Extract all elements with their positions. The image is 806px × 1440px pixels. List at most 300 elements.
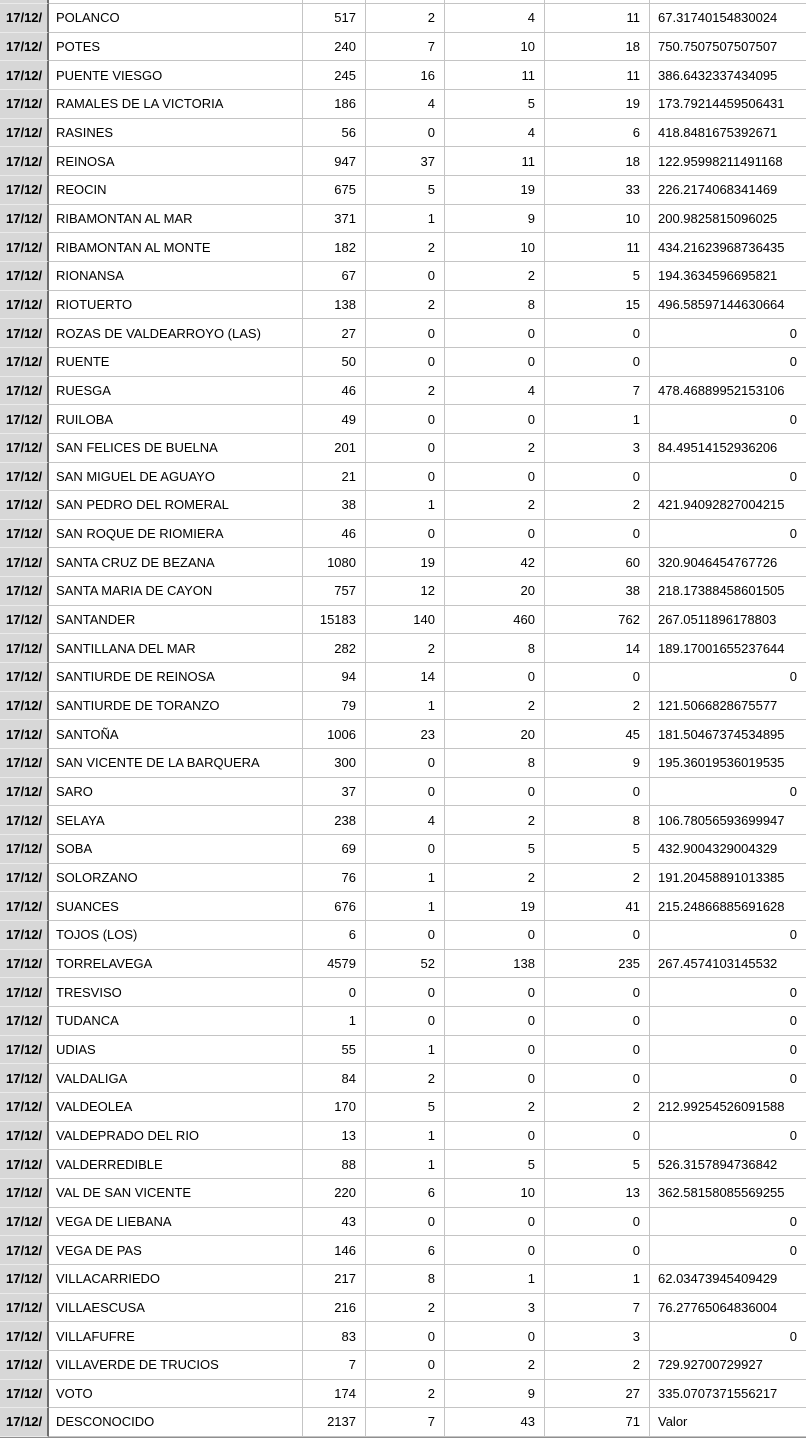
rate-cell[interactable]: 526.3157894736842: [650, 1150, 806, 1179]
rate-cell[interactable]: 386.6432337434095: [650, 61, 806, 90]
value-cell-3[interactable]: 0: [445, 1007, 545, 1036]
value-cell-3[interactable]: 5: [445, 835, 545, 864]
rate-cell[interactable]: 189.17001655237644: [650, 634, 806, 663]
value-cell-3[interactable]: 0: [445, 1064, 545, 1093]
value-cell-4[interactable]: 0: [545, 778, 650, 807]
value-cell-2[interactable]: 0: [366, 1322, 445, 1351]
value-cell-2[interactable]: 2: [366, 1294, 445, 1323]
value-cell-4[interactable]: 0: [545, 978, 650, 1007]
value-cell-4[interactable]: 0: [545, 319, 650, 348]
value-cell-1[interactable]: 240: [303, 33, 366, 62]
value-cell-2[interactable]: 140: [366, 606, 445, 635]
rate-cell[interactable]: 335.0707371556217: [650, 1380, 806, 1409]
value-cell-4[interactable]: 5: [545, 262, 650, 291]
municipality-cell[interactable]: SANTOÑA: [49, 720, 303, 749]
value-cell-3[interactable]: 19: [445, 892, 545, 921]
value-cell-4[interactable]: 19: [545, 90, 650, 119]
municipality-cell[interactable]: SANTA CRUZ DE BEZANA: [49, 548, 303, 577]
value-cell-2[interactable]: 0: [366, 319, 445, 348]
municipality-cell[interactable]: SAN MIGUEL DE AGUAYO: [49, 463, 303, 492]
date-cell[interactable]: 17/12/: [0, 147, 49, 176]
value-cell-1[interactable]: 201: [303, 434, 366, 463]
value-cell-1[interactable]: 282: [303, 634, 366, 663]
value-cell-4[interactable]: 2: [545, 1351, 650, 1380]
value-cell-3[interactable]: 2: [445, 864, 545, 893]
municipality-cell[interactable]: ROZAS DE VALDEARROYO (LAS): [49, 319, 303, 348]
value-cell-2[interactable]: 1: [366, 864, 445, 893]
date-cell[interactable]: 17/12/: [0, 1294, 49, 1323]
rate-cell[interactable]: 0: [650, 1236, 806, 1265]
value-cell-2[interactable]: 0: [366, 463, 445, 492]
municipality-cell[interactable]: VOTO: [49, 1380, 303, 1409]
value-cell-2[interactable]: 0: [366, 119, 445, 148]
rate-cell[interactable]: 729.92700729927: [650, 1351, 806, 1380]
value-cell-2[interactable]: 2: [366, 634, 445, 663]
municipality-cell[interactable]: POLANCO: [49, 4, 303, 33]
municipality-cell[interactable]: VALDEPRADO DEL RIO: [49, 1122, 303, 1151]
value-cell-1[interactable]: 676: [303, 892, 366, 921]
value-cell-2[interactable]: 14: [366, 663, 445, 692]
date-cell[interactable]: 17/12/: [0, 1150, 49, 1179]
value-cell-1[interactable]: 186: [303, 90, 366, 119]
rate-cell[interactable]: 0: [650, 978, 806, 1007]
value-cell-1[interactable]: 7: [303, 1351, 366, 1380]
value-cell-2[interactable]: 5: [366, 176, 445, 205]
date-cell[interactable]: 17/12/: [0, 864, 49, 893]
date-cell[interactable]: 17/12/: [0, 405, 49, 434]
value-cell-2[interactable]: 6: [366, 1236, 445, 1265]
value-cell-4[interactable]: 5: [545, 835, 650, 864]
value-cell-2[interactable]: 0: [366, 1208, 445, 1237]
municipality-cell[interactable]: RAMALES DE LA VICTORIA: [49, 90, 303, 119]
value-cell-4[interactable]: 6: [545, 119, 650, 148]
date-cell[interactable]: 17/12/: [0, 749, 49, 778]
value-cell-2[interactable]: 0: [366, 434, 445, 463]
value-cell-2[interactable]: 12: [366, 577, 445, 606]
date-cell[interactable]: 17/12/: [0, 1007, 49, 1036]
value-cell-4[interactable]: 0: [545, 1122, 650, 1151]
date-cell[interactable]: 17/12/: [0, 835, 49, 864]
date-cell[interactable]: 17/12/: [0, 33, 49, 62]
rate-cell[interactable]: 0: [650, 921, 806, 950]
date-cell[interactable]: 17/12/: [0, 434, 49, 463]
value-cell-1[interactable]: 69: [303, 835, 366, 864]
date-cell[interactable]: 17/12/: [0, 892, 49, 921]
rate-cell[interactable]: 418.8481675392671: [650, 119, 806, 148]
date-cell[interactable]: 17/12/: [0, 176, 49, 205]
value-cell-3[interactable]: 2: [445, 692, 545, 721]
value-cell-2[interactable]: 0: [366, 978, 445, 1007]
date-cell[interactable]: 17/12/: [0, 577, 49, 606]
date-cell[interactable]: 17/12/: [0, 291, 49, 320]
value-cell-2[interactable]: 0: [366, 1351, 445, 1380]
municipality-cell[interactable]: TOJOS (LOS): [49, 921, 303, 950]
value-cell-3[interactable]: 0: [445, 921, 545, 950]
rate-cell[interactable]: 67.31740154830024: [650, 4, 806, 33]
value-cell-4[interactable]: 0: [545, 463, 650, 492]
rate-cell[interactable]: 195.36019536019535: [650, 749, 806, 778]
municipality-cell[interactable]: VAL DE SAN VICENTE: [49, 1179, 303, 1208]
value-cell-4[interactable]: 2: [545, 491, 650, 520]
value-cell-4[interactable]: 0: [545, 348, 650, 377]
value-cell-1[interactable]: 83: [303, 1322, 366, 1351]
date-cell[interactable]: 17/12/: [0, 950, 49, 979]
value-cell-3[interactable]: 5: [445, 1150, 545, 1179]
municipality-cell[interactable]: SOBA: [49, 835, 303, 864]
date-cell[interactable]: 17/12/: [0, 1064, 49, 1093]
date-cell[interactable]: 17/12/: [0, 1380, 49, 1409]
value-cell-2[interactable]: 1: [366, 692, 445, 721]
value-cell-3[interactable]: 0: [445, 405, 545, 434]
rate-cell[interactable]: 432.9004329004329: [650, 835, 806, 864]
municipality-cell[interactable]: RIOTUERTO: [49, 291, 303, 320]
value-cell-3[interactable]: 0: [445, 663, 545, 692]
rate-cell[interactable]: 0: [650, 778, 806, 807]
rate-cell[interactable]: 496.58597144630664: [650, 291, 806, 320]
date-cell[interactable]: 17/12/: [0, 463, 49, 492]
value-cell-3[interactable]: 0: [445, 1322, 545, 1351]
value-cell-3[interactable]: 2: [445, 434, 545, 463]
value-cell-2[interactable]: 2: [366, 1064, 445, 1093]
value-cell-4[interactable]: 1: [545, 405, 650, 434]
municipality-cell[interactable]: SANTIURDE DE TORANZO: [49, 692, 303, 721]
municipality-cell[interactable]: SANTANDER: [49, 606, 303, 635]
date-cell[interactable]: 17/12/: [0, 778, 49, 807]
rate-cell[interactable]: 0: [650, 463, 806, 492]
date-cell[interactable]: 17/12/: [0, 1236, 49, 1265]
municipality-cell[interactable]: REINOSA: [49, 147, 303, 176]
municipality-cell[interactable]: DESCONOCIDO: [49, 1408, 303, 1437]
date-cell[interactable]: 17/12/: [0, 692, 49, 721]
municipality-cell[interactable]: VALDEOLEA: [49, 1093, 303, 1122]
value-cell-2[interactable]: 7: [366, 33, 445, 62]
value-cell-4[interactable]: 0: [545, 921, 650, 950]
date-cell[interactable]: 17/12/: [0, 4, 49, 33]
rate-cell[interactable]: 121.5066828675577: [650, 692, 806, 721]
municipality-cell[interactable]: SANTILLANA DEL MAR: [49, 634, 303, 663]
date-cell[interactable]: 17/12/: [0, 1122, 49, 1151]
value-cell-4[interactable]: 7: [545, 377, 650, 406]
municipality-cell[interactable]: TORRELAVEGA: [49, 950, 303, 979]
value-cell-4[interactable]: 18: [545, 33, 650, 62]
value-cell-1[interactable]: 217: [303, 1265, 366, 1294]
date-cell[interactable]: 17/12/: [0, 520, 49, 549]
rate-cell[interactable]: 106.78056593699947: [650, 806, 806, 835]
value-cell-3[interactable]: 11: [445, 147, 545, 176]
value-cell-3[interactable]: 8: [445, 749, 545, 778]
municipality-cell[interactable]: SELAYA: [49, 806, 303, 835]
value-cell-2[interactable]: 1: [366, 1122, 445, 1151]
rate-cell[interactable]: 218.17388458601505: [650, 577, 806, 606]
rate-cell[interactable]: 267.4574103145532: [650, 950, 806, 979]
rate-cell[interactable]: 267.0511896178803: [650, 606, 806, 635]
rate-cell[interactable]: 0: [650, 1064, 806, 1093]
rate-cell[interactable]: 173.79214459506431: [650, 90, 806, 119]
value-cell-1[interactable]: 56: [303, 119, 366, 148]
value-cell-1[interactable]: 13: [303, 1122, 366, 1151]
value-cell-1[interactable]: 49: [303, 405, 366, 434]
municipality-cell[interactable]: VALDERREDIBLE: [49, 1150, 303, 1179]
value-cell-4[interactable]: 2: [545, 1093, 650, 1122]
value-cell-1[interactable]: 46: [303, 377, 366, 406]
value-cell-3[interactable]: 4: [445, 119, 545, 148]
date-cell[interactable]: 17/12/: [0, 1322, 49, 1351]
municipality-cell[interactable]: REOCIN: [49, 176, 303, 205]
municipality-cell[interactable]: POTES: [49, 33, 303, 62]
value-cell-2[interactable]: 7: [366, 1408, 445, 1437]
value-cell-4[interactable]: 235: [545, 950, 650, 979]
value-cell-1[interactable]: 138: [303, 291, 366, 320]
value-cell-4[interactable]: 10: [545, 205, 650, 234]
value-cell-1[interactable]: 76: [303, 864, 366, 893]
value-cell-2[interactable]: 0: [366, 778, 445, 807]
municipality-cell[interactable]: VEGA DE PAS: [49, 1236, 303, 1265]
value-cell-4[interactable]: 3: [545, 434, 650, 463]
value-cell-3[interactable]: 4: [445, 4, 545, 33]
value-cell-4[interactable]: 71: [545, 1408, 650, 1437]
rate-cell[interactable]: 421.94092827004215: [650, 491, 806, 520]
value-cell-3[interactable]: 138: [445, 950, 545, 979]
rate-cell[interactable]: 434.21623968736435: [650, 233, 806, 262]
date-cell[interactable]: 17/12/: [0, 262, 49, 291]
date-cell[interactable]: 17/12/: [0, 1408, 49, 1437]
value-cell-4[interactable]: 11: [545, 61, 650, 90]
value-cell-2[interactable]: 0: [366, 835, 445, 864]
value-cell-1[interactable]: 2137: [303, 1408, 366, 1437]
value-cell-3[interactable]: 0: [445, 319, 545, 348]
municipality-cell[interactable]: VILLAFUFRE: [49, 1322, 303, 1351]
value-cell-3[interactable]: 5: [445, 90, 545, 119]
municipality-cell[interactable]: SAN PEDRO DEL ROMERAL: [49, 491, 303, 520]
municipality-cell[interactable]: UDIAS: [49, 1036, 303, 1065]
value-cell-4[interactable]: 2: [545, 692, 650, 721]
rate-cell[interactable]: 750.7507507507507: [650, 33, 806, 62]
value-cell-2[interactable]: 19: [366, 548, 445, 577]
rate-cell[interactable]: 478.46889952153106: [650, 377, 806, 406]
value-cell-1[interactable]: 170: [303, 1093, 366, 1122]
value-cell-3[interactable]: 43: [445, 1408, 545, 1437]
date-cell[interactable]: 17/12/: [0, 119, 49, 148]
value-cell-1[interactable]: 757: [303, 577, 366, 606]
rate-cell[interactable]: 200.9825815096025: [650, 205, 806, 234]
municipality-cell[interactable]: SAN FELICES DE BUELNA: [49, 434, 303, 463]
value-cell-3[interactable]: 10: [445, 233, 545, 262]
rate-cell[interactable]: 0: [650, 520, 806, 549]
value-cell-4[interactable]: 762: [545, 606, 650, 635]
value-cell-3[interactable]: 8: [445, 291, 545, 320]
value-cell-3[interactable]: 0: [445, 1208, 545, 1237]
rate-cell[interactable]: 0: [650, 1122, 806, 1151]
value-cell-2[interactable]: 5: [366, 1093, 445, 1122]
value-cell-1[interactable]: 6: [303, 921, 366, 950]
rate-cell[interactable]: 212.99254526091588: [650, 1093, 806, 1122]
municipality-cell[interactable]: SOLORZANO: [49, 864, 303, 893]
value-cell-2[interactable]: 0: [366, 262, 445, 291]
value-cell-2[interactable]: 2: [366, 4, 445, 33]
value-cell-4[interactable]: 38: [545, 577, 650, 606]
value-cell-4[interactable]: 11: [545, 233, 650, 262]
value-cell-4[interactable]: 7: [545, 1294, 650, 1323]
value-cell-4[interactable]: 0: [545, 1007, 650, 1036]
value-cell-3[interactable]: 42: [445, 548, 545, 577]
rate-cell[interactable]: 320.9046454767726: [650, 548, 806, 577]
value-cell-2[interactable]: 0: [366, 749, 445, 778]
value-cell-2[interactable]: 16: [366, 61, 445, 90]
value-cell-3[interactable]: 9: [445, 1380, 545, 1409]
value-cell-3[interactable]: 11: [445, 61, 545, 90]
municipality-cell[interactable]: RIBAMONTAN AL MONTE: [49, 233, 303, 262]
rate-cell[interactable]: 226.2174068341469: [650, 176, 806, 205]
value-cell-2[interactable]: 0: [366, 405, 445, 434]
rate-cell[interactable]: 0: [650, 405, 806, 434]
value-cell-1[interactable]: 300: [303, 749, 366, 778]
value-cell-4[interactable]: 0: [545, 1064, 650, 1093]
value-cell-3[interactable]: 2: [445, 262, 545, 291]
value-cell-2[interactable]: 4: [366, 90, 445, 119]
value-cell-1[interactable]: 1: [303, 1007, 366, 1036]
date-cell[interactable]: 17/12/: [0, 978, 49, 1007]
value-cell-4[interactable]: 18: [545, 147, 650, 176]
value-cell-4[interactable]: 11: [545, 4, 650, 33]
date-cell[interactable]: 17/12/: [0, 90, 49, 119]
value-cell-1[interactable]: 174: [303, 1380, 366, 1409]
value-cell-2[interactable]: 0: [366, 348, 445, 377]
value-cell-2[interactable]: 0: [366, 520, 445, 549]
value-cell-3[interactable]: 19: [445, 176, 545, 205]
date-cell[interactable]: 17/12/: [0, 1208, 49, 1237]
value-cell-4[interactable]: 45: [545, 720, 650, 749]
value-cell-2[interactable]: 0: [366, 921, 445, 950]
value-cell-2[interactable]: 2: [366, 1380, 445, 1409]
value-cell-3[interactable]: 9: [445, 205, 545, 234]
rate-cell[interactable]: 215.24866885691628: [650, 892, 806, 921]
value-cell-4[interactable]: 0: [545, 1208, 650, 1237]
rate-cell[interactable]: 122.95998211491168: [650, 147, 806, 176]
value-cell-4[interactable]: 0: [545, 1236, 650, 1265]
value-cell-2[interactable]: 1: [366, 1150, 445, 1179]
value-cell-4[interactable]: 41: [545, 892, 650, 921]
value-cell-2[interactable]: 37: [366, 147, 445, 176]
value-cell-4[interactable]: 33: [545, 176, 650, 205]
value-cell-2[interactable]: 1: [366, 1036, 445, 1065]
value-cell-1[interactable]: 182: [303, 233, 366, 262]
municipality-cell[interactable]: VALDALIGA: [49, 1064, 303, 1093]
value-cell-4[interactable]: 0: [545, 1036, 650, 1065]
rate-cell[interactable]: 191.20458891013385: [650, 864, 806, 893]
value-cell-4[interactable]: 3: [545, 1322, 650, 1351]
value-cell-3[interactable]: 20: [445, 720, 545, 749]
municipality-cell[interactable]: RIBAMONTAN AL MAR: [49, 205, 303, 234]
value-cell-4[interactable]: 15: [545, 291, 650, 320]
municipality-cell[interactable]: SANTIURDE DE REINOSA: [49, 663, 303, 692]
value-cell-1[interactable]: 146: [303, 1236, 366, 1265]
value-cell-1[interactable]: 46: [303, 520, 366, 549]
value-cell-1[interactable]: 371: [303, 205, 366, 234]
date-cell[interactable]: 17/12/: [0, 921, 49, 950]
value-cell-3[interactable]: 10: [445, 33, 545, 62]
value-cell-2[interactable]: 52: [366, 950, 445, 979]
value-cell-1[interactable]: 27: [303, 319, 366, 348]
rate-cell[interactable]: 0: [650, 348, 806, 377]
value-cell-1[interactable]: 21: [303, 463, 366, 492]
municipality-cell[interactable]: VILLAESCUSA: [49, 1294, 303, 1323]
value-cell-1[interactable]: 79: [303, 692, 366, 721]
value-cell-1[interactable]: 88: [303, 1150, 366, 1179]
date-cell[interactable]: 17/12/: [0, 1093, 49, 1122]
value-cell-1[interactable]: 37: [303, 778, 366, 807]
value-cell-3[interactable]: 2: [445, 806, 545, 835]
rate-cell[interactable]: 0: [650, 1036, 806, 1065]
value-cell-2[interactable]: 8: [366, 1265, 445, 1294]
rate-cell[interactable]: 194.3634596695821: [650, 262, 806, 291]
value-cell-3[interactable]: 460: [445, 606, 545, 635]
date-cell[interactable]: 17/12/: [0, 233, 49, 262]
date-cell[interactable]: 17/12/: [0, 348, 49, 377]
rate-cell[interactable]: Valor: [650, 1408, 806, 1437]
value-cell-1[interactable]: 38: [303, 491, 366, 520]
value-cell-3[interactable]: 2: [445, 1093, 545, 1122]
value-cell-2[interactable]: 23: [366, 720, 445, 749]
value-cell-1[interactable]: 4579: [303, 950, 366, 979]
date-cell[interactable]: 17/12/: [0, 1351, 49, 1380]
municipality-cell[interactable]: TUDANCA: [49, 1007, 303, 1036]
value-cell-1[interactable]: 675: [303, 176, 366, 205]
rate-cell[interactable]: 0: [650, 319, 806, 348]
value-cell-1[interactable]: 15183: [303, 606, 366, 635]
value-cell-3[interactable]: 1: [445, 1265, 545, 1294]
rate-cell[interactable]: 84.49514152936206: [650, 434, 806, 463]
value-cell-1[interactable]: 220: [303, 1179, 366, 1208]
value-cell-3[interactable]: 2: [445, 1351, 545, 1380]
date-cell[interactable]: 17/12/: [0, 634, 49, 663]
value-cell-2[interactable]: 2: [366, 291, 445, 320]
date-cell[interactable]: 17/12/: [0, 548, 49, 577]
value-cell-2[interactable]: 2: [366, 377, 445, 406]
value-cell-3[interactable]: 0: [445, 1122, 545, 1151]
value-cell-1[interactable]: 238: [303, 806, 366, 835]
rate-cell[interactable]: 62.03473945409429: [650, 1265, 806, 1294]
value-cell-4[interactable]: 0: [545, 663, 650, 692]
date-cell[interactable]: 17/12/: [0, 61, 49, 90]
value-cell-3[interactable]: 10: [445, 1179, 545, 1208]
value-cell-4[interactable]: 9: [545, 749, 650, 778]
municipality-cell[interactable]: VILLACARRIEDO: [49, 1265, 303, 1294]
municipality-cell[interactable]: RASINES: [49, 119, 303, 148]
value-cell-1[interactable]: 94: [303, 663, 366, 692]
value-cell-4[interactable]: 8: [545, 806, 650, 835]
date-cell[interactable]: 17/12/: [0, 205, 49, 234]
date-cell[interactable]: 17/12/: [0, 1265, 49, 1294]
municipality-cell[interactable]: SANTA MARIA DE CAYON: [49, 577, 303, 606]
value-cell-3[interactable]: 20: [445, 577, 545, 606]
value-cell-1[interactable]: 55: [303, 1036, 366, 1065]
value-cell-4[interactable]: 5: [545, 1150, 650, 1179]
municipality-cell[interactable]: RUENTE: [49, 348, 303, 377]
rate-cell[interactable]: 0: [650, 1322, 806, 1351]
value-cell-1[interactable]: 947: [303, 147, 366, 176]
value-cell-1[interactable]: 1080: [303, 548, 366, 577]
date-cell[interactable]: 17/12/: [0, 491, 49, 520]
municipality-cell[interactable]: SUANCES: [49, 892, 303, 921]
value-cell-2[interactable]: 1: [366, 491, 445, 520]
value-cell-4[interactable]: 0: [545, 520, 650, 549]
date-cell[interactable]: 17/12/: [0, 319, 49, 348]
value-cell-3[interactable]: 4: [445, 377, 545, 406]
date-cell[interactable]: 17/12/: [0, 606, 49, 635]
value-cell-3[interactable]: 2: [445, 491, 545, 520]
value-cell-3[interactable]: 0: [445, 348, 545, 377]
municipality-cell[interactable]: PUENTE VIESGO: [49, 61, 303, 90]
